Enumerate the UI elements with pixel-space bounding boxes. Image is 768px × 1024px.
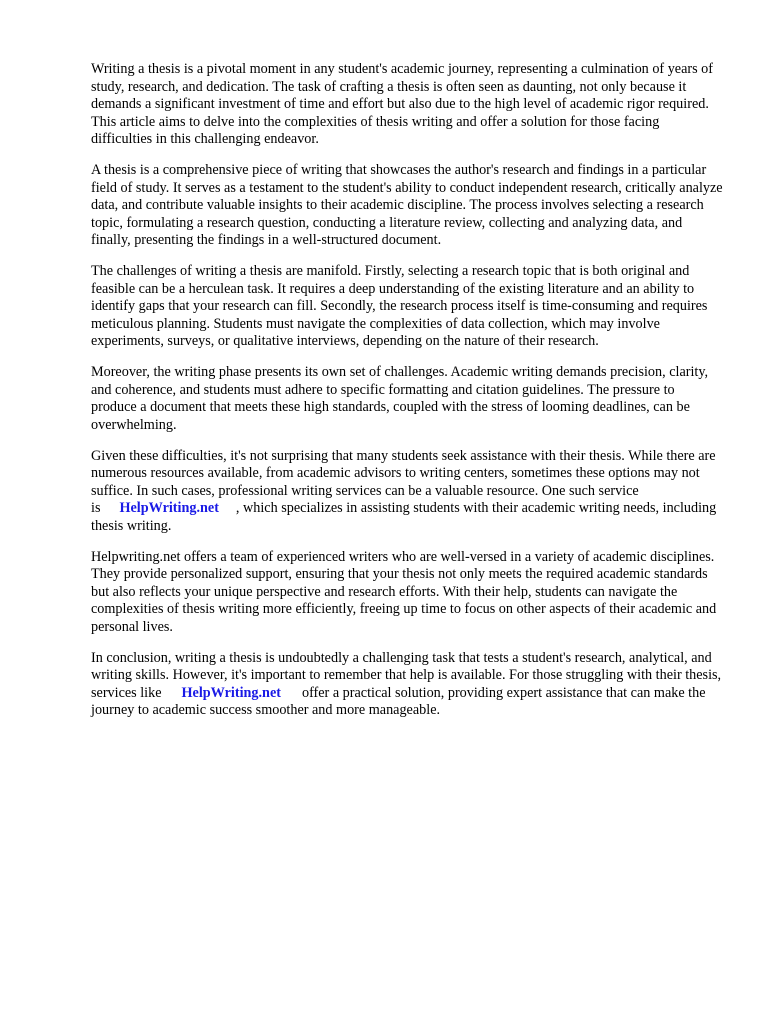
paragraph-conclusion-text-after: offer a practical solution, providing expert assistance that can make the journey to academic success smoother and more manageable. bbox=[91, 684, 706, 718]
paragraph-challenges: The challenges of writing a thesis are manifold. Firstly, selecting a research topic that is both original and feasible can be a herculean task. It requires a deep understanding of the existing literature and an ability to identify gaps that your research can fill. Secondly, the research process itself is time-consuming and requires meticulous planning. Students must navigate the complexities of data collection, which may involve experiments, surveys, or qualitative interviews, depending on the nature of their research. bbox=[91, 263, 708, 349]
document-body bbox=[91, 61, 723, 733]
paragraph-assistance-text-after: , which specializes in assisting students with their academic writing needs, including thesis writing. bbox=[91, 500, 717, 534]
helpwriting-link[interactable]: HelpWriting.net bbox=[119, 500, 219, 516]
helpwriting-link-conclusion[interactable]: HelpWriting.net bbox=[181, 684, 281, 701]
paragraph-intro: Writing a thesis is a pivotal moment in any student's academic journey, representing a culmination of years of study, research, and dedication. The task of crafting a thesis is often seen as daunting, not only because it demands a significant investment of time and effort but also due to the high level of academic rigor required. This article aims to delve into the complexities of thesis writing and offer a solution for those facing difficulties in this challenging endeavor. bbox=[91, 61, 713, 147]
paragraph-service-description: Helpwriting.net offers a team of experienced writers who are well-versed in a variety of academic disciplines. They provide personalized support, ensuring that your thesis not only meets the required academic standards but also reflects your unique perspective and research efforts. With their help, students can navigate the complexities of thesis writing more efficiently, freeing up time to focus on other aspects of their academic and personal lives. bbox=[91, 548, 717, 635]
paragraph-conclusion-text-before: In conclusion, writing a thesis is undoubtedly a challenging task that tests a student's research, analytical, and writing skills. However, it's important to remember that help is available. For those struggling with their thesis, services like bbox=[91, 649, 722, 701]
paragraph-definition: A thesis is a comprehensive piece of writing that showcases the author's research and findings in a particular field of study. It serves as a testament to the student's ability to conduct independent research, critically analyze data, and contribute valuable insights to their academic discipline. The process involves selecting a research topic, formulating a research question, conducting a literature review, collecting and analyzing data, and finally, presenting the findings in a well-structured document. bbox=[91, 162, 723, 248]
paragraph-assistance bbox=[91, 448, 723, 536]
paragraph-conclusion bbox=[91, 650, 723, 720]
paragraph-assistance-text-before: Given these difficulties, it's not surprising that many students seek assistance with their thesis. While there are numerous resources available, from academic advisors to writing centers, sometimes these options may not suffice. In such cases, professional writing services can be a valuable resource. One such service is bbox=[91, 447, 716, 516]
paragraph-writing-phase: Moreover, the writing phase presents its own set of challenges. Academic writing demands precision, clarity, and coherence, and students must adhere to specific formatting and citation guidelines. The pressure to produce a document that meets these high standards, coupled with the stress of looming deadlines, can be overwhelming. bbox=[91, 364, 709, 433]
